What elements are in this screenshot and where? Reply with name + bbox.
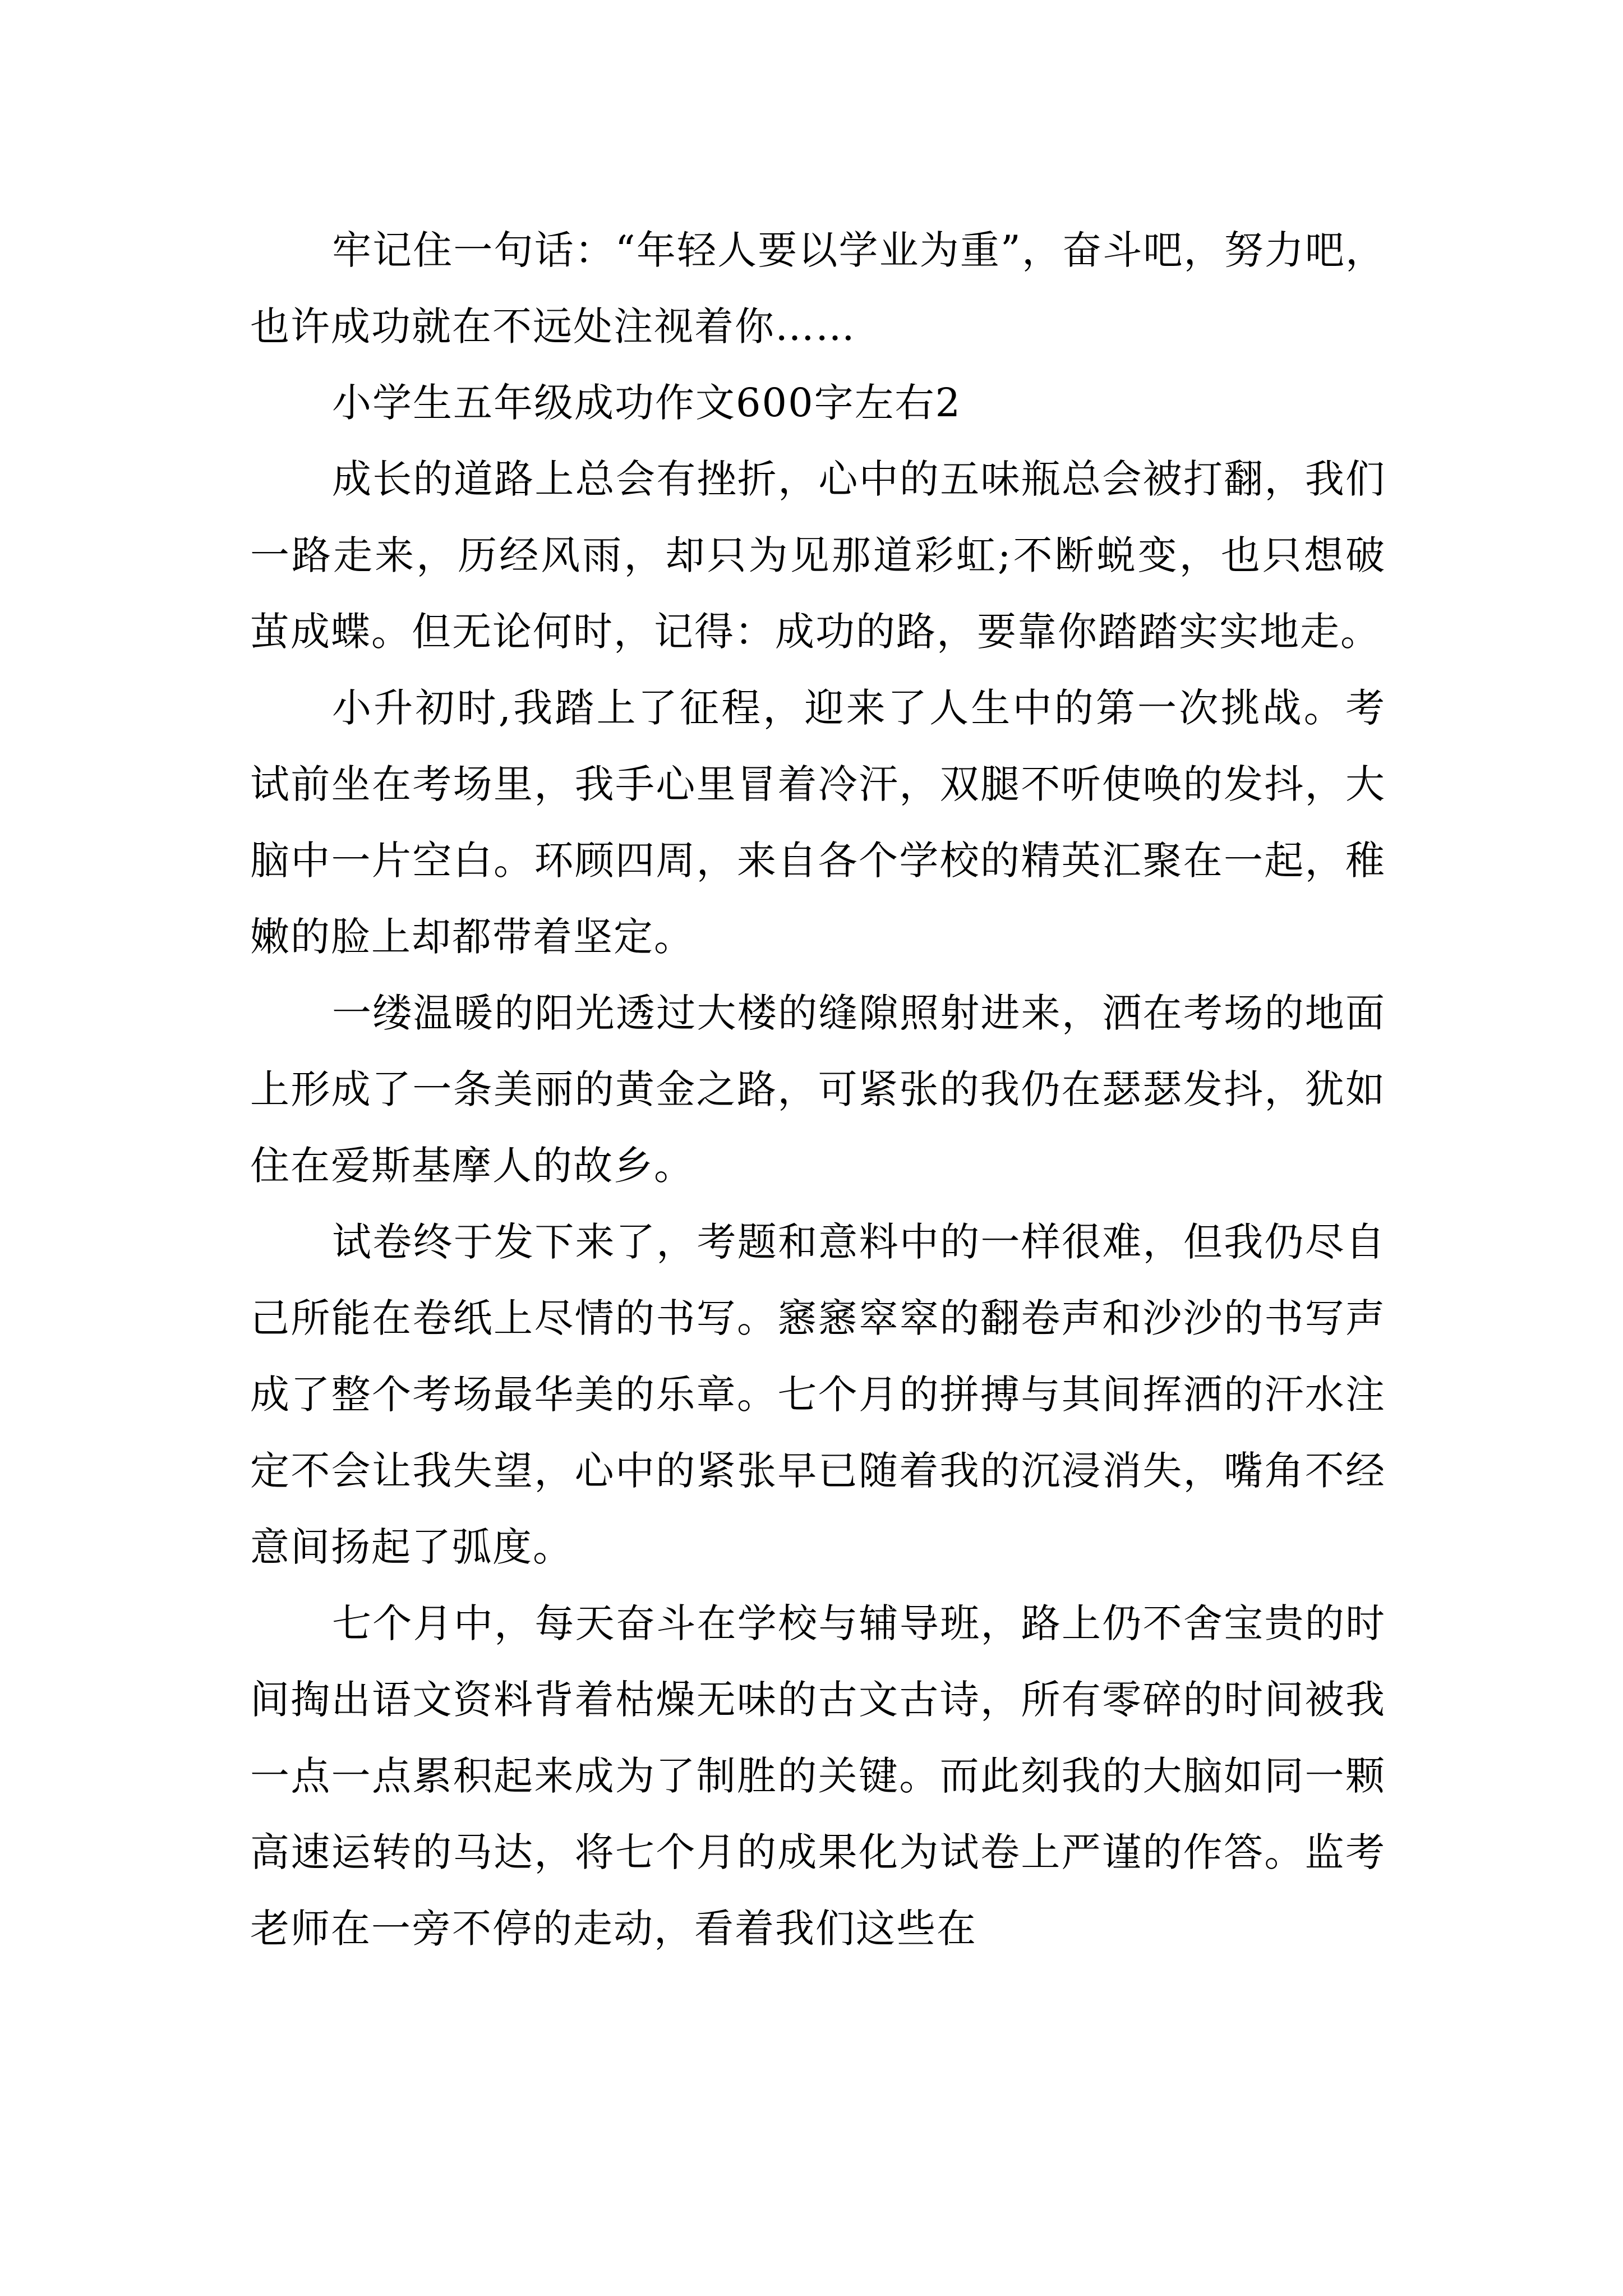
paragraph-intro-quote: 牢记住一句话：“年轻人要以学业为重”，奋斗吧，努力吧，也许成功就在不远处注视着你…… xyxy=(250,227,1386,349)
paragraph-exam-start: 小升初时,我踏上了征程，迎来了人生中的第一次挑战。考试前坐在考场里，我手心里冒着冷汗，双腿不听使唤的发抖，大脑中一片空白。环顾四周，来自各个学校的精英汇聚在一起，稚嫩的脸上却都带着坚定。 xyxy=(250,685,1386,960)
document-body xyxy=(250,212,1386,1967)
section-title: 小学生五年级成功作文600字左右2 xyxy=(332,380,962,426)
paragraph-sunlight: 一缕温暖的阳光透过大楼的缝隙照射进来，洒在考场的地面上形成了一条美丽的黄金之路，可紧张的我仍在瑟瑟发抖，犹如住在爱斯基摩人的故乡。 xyxy=(250,990,1386,1189)
paragraph-growth: 成长的道路上总会有挫折，心中的五味瓶总会被打翻，我们一路走来，历经风雨，却只为见那道彩虹;不断蜕变，也只想破茧成蝶。但无论何时，记得：成功的路，要靠你踏踏实实地走。 xyxy=(250,456,1386,655)
paragraph-test-paper: 试卷终于发下来了，考题和意料中的一样很难，但我仍尽自己所能在卷纸上尽情的书写。窸窸窣窣的翻卷声和沙沙的书写声成了整个考场最华美的乐章。七个月的拼搏与其间挥洒的汗水注定不会让我失望，心中的紧张早已随着我的沉浸消失，嘴角不经意间扬起了弧度。 xyxy=(250,1219,1386,1570)
paragraph-seven-months: 七个月中，每天奋斗在学校与辅导班，路上仍不舍宝贵的时间掏出语文资料背着枯燥无味的古文古诗，所有零碎的时间被我一点一点累积起来成为了制胜的关键。而此刻我的大脑如同一颗高速运转的马达，将七个月的成果化为试卷上严谨的作答。监考老师在一旁不停的走动，看着我们这些在 xyxy=(250,1600,1386,1952)
